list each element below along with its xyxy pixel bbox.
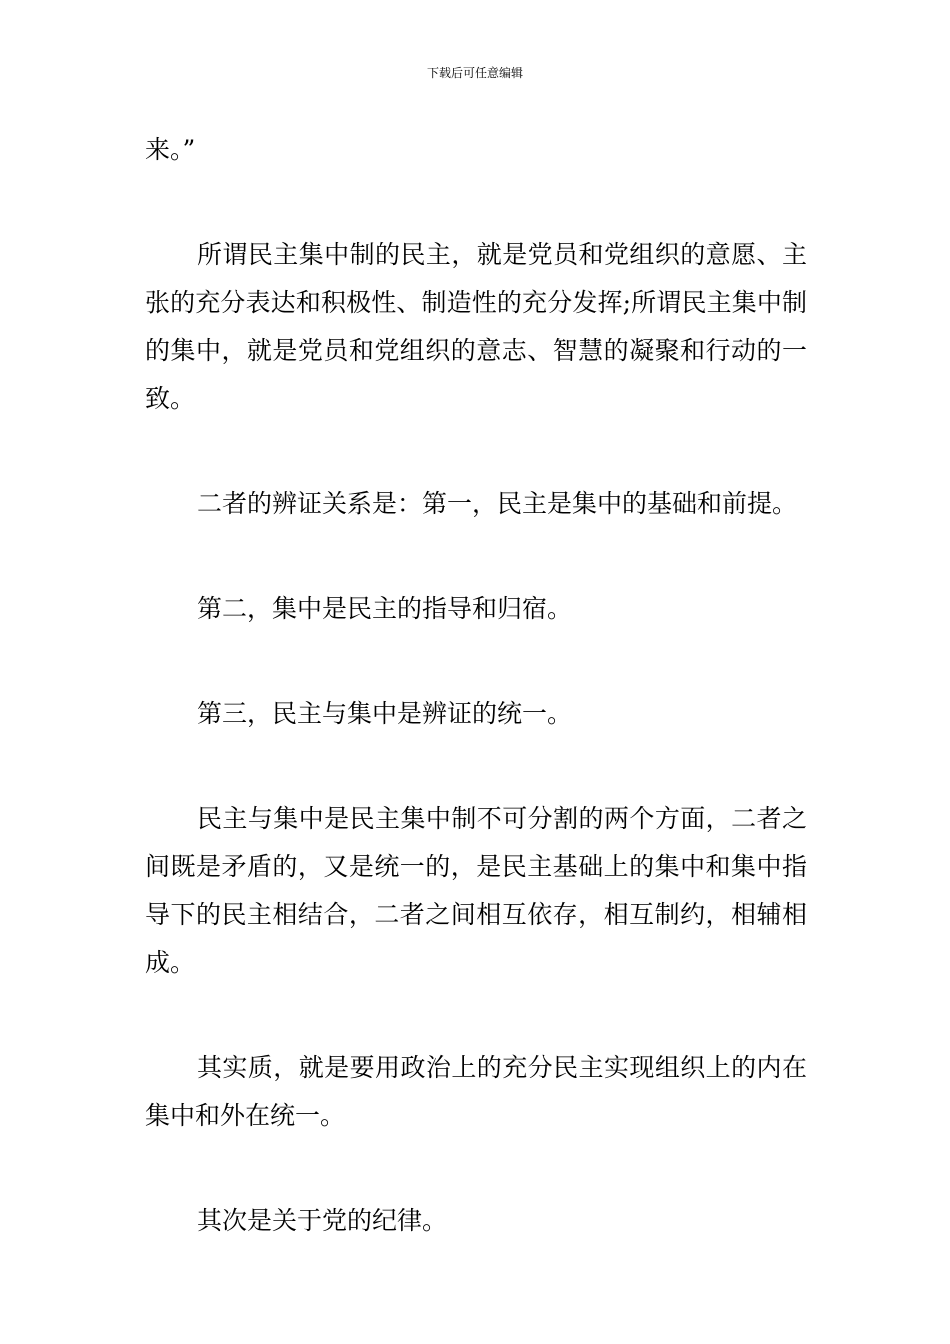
- paragraph-7: 其实质，就是要用政治上的充分民主实现组织上的内在集中和外在统一。: [145, 1053, 807, 1130]
- document-body: [145, 126, 807, 1302]
- paragraph-8: 其次是关于党的纪律。: [197, 1206, 448, 1235]
- paragraph-5: 第三，民主与集中是辨证的统一。: [197, 699, 573, 728]
- page-header: 下载后可任意编辑: [426, 66, 523, 80]
- paragraph-1: 来。”: [145, 135, 196, 164]
- paragraph-6: 民主与集中是民主集中制不可分割的两个方面，二者之间既是矛盾的，又是统一的，是民主基础上的集中和集中指导下的民主相结合，二者之间相互依存，相互制约，相辅相成。: [145, 804, 807, 977]
- paragraph-4: 第二，集中是民主的指导和归宿。: [197, 594, 573, 623]
- paragraph-3: 二者的辨证关系是：第一，民主是集中的基础和前提。: [197, 489, 798, 518]
- paragraph-2: 所谓民主集中制的民主，就是党员和党组织的意愿、主张的充分表达和积极性、制造性的充分发挥;所谓民主集中制的集中，就是党员和党组织的意志、智慧的凝聚和行动的一致。: [145, 240, 807, 413]
